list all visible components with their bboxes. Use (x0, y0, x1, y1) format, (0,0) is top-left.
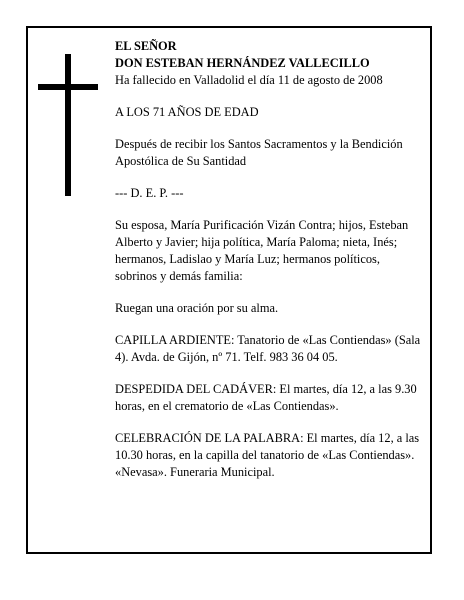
age-line: A LOS 71 AÑOS DE EDAD (115, 105, 259, 119)
rip-line: --- D. E. P. --- (115, 186, 184, 200)
funeral-home: «Nevasa». Funeraria Municipal. (115, 465, 275, 479)
cross-vertical-bar (65, 54, 71, 196)
sacraments-text: Después de recibir los Santos Sacramentos y la Bendición Apostólica de Su Santidad (115, 137, 403, 168)
deceased-name: DON ESTEBAN HERNÁNDEZ VALLECILLO (115, 56, 370, 70)
family-list: Su esposa, María Purificación Vizán Contra; hijos, Esteban Alberto y Javier; hija política, María Paloma; nieta, Inés; hermanos, Ladislao y María Luz; hermanos políticos, sobrinos y demás familia: (115, 218, 409, 283)
farewell-info: DESPEDIDA DEL CADÁVER: El martes, día 12, a las 9.30 horas, en el crematorio de «Las Contiendas». (115, 382, 417, 413)
celebration-info: CELEBRACIÓN DE LA PALABRA: El martes, día 12, a las 10.30 horas, en la capilla del tanatorio de «Las Contiendas». (115, 431, 420, 462)
death-line: Ha fallecido en Valladolid el día 11 de agosto de 2008 (115, 73, 383, 87)
chapel-info: CAPILLA ARDIENTE: Tanatorio de «Las Contiendas» (Sala 4). Avda. de Gijón, nº 71. Telf. 983 36 04 05. (115, 333, 421, 364)
cross-horizontal-bar (38, 84, 98, 90)
prayer-request: Ruegan una oración por su alma. (115, 301, 279, 315)
notice-title: EL SEÑOR (115, 39, 177, 53)
obituary-text (115, 38, 425, 481)
